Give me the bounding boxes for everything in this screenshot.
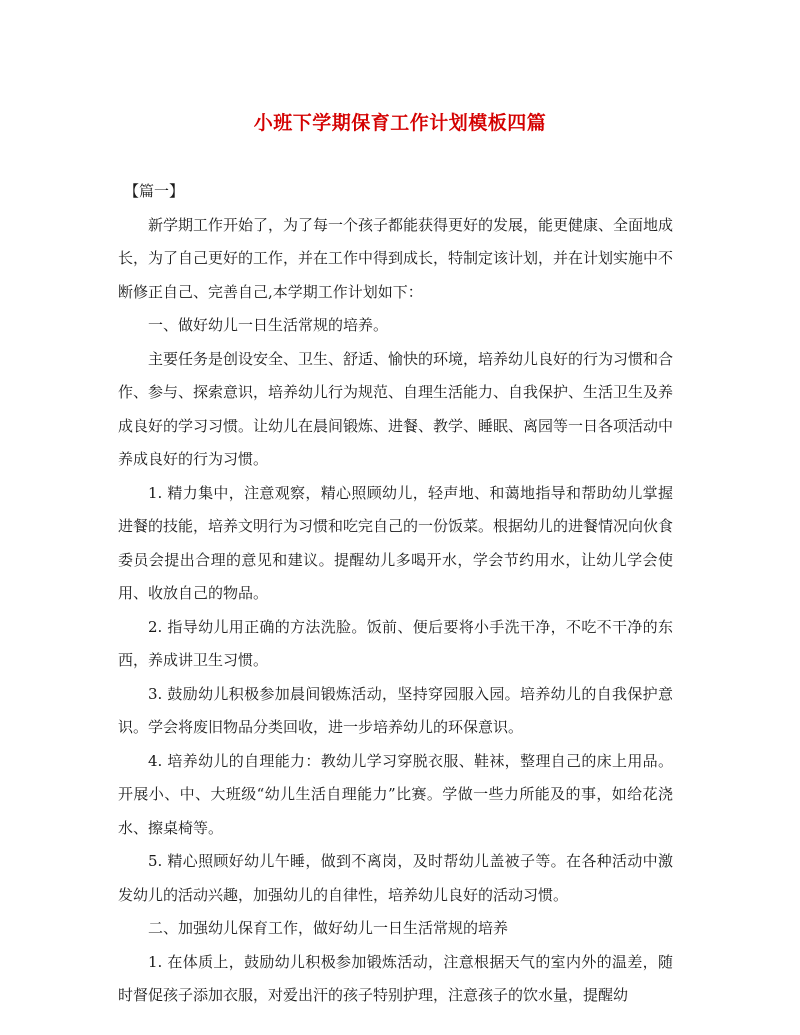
paragraph-item-2-1: 1. 在体质上，鼓励幼儿积极参加锻炼活动，注意根据天气的室内外的温差，随时督促孩子添加衣服，对爱出汗的孩子特别护理，注意孩子的饮水量，提醒幼 — [118, 952, 673, 1004]
paragraph-item-1: 1. 精力集中，注意观察，精心照顾幼儿，轻声地、和蔼地指导和帮助幼儿掌握进餐的技能，培养文明行为习惯和吃完自己的一份饭菜。根据幼儿的进餐情况向伙食委员会提出合理的意见和建议。提醒幼儿多喝开水，学会节约用水，让幼儿学会使用、收放自己的物品。 — [118, 483, 674, 602]
paragraph-heading-1: 一、做好幼儿一日生活常规的培养。 — [148, 316, 389, 334]
paragraph-item-3: 3. 鼓励幼儿积极参加晨间锻炼活动，坚持穿园服入园。培养幼儿的自我保护意识。学会将废旧物品分类回收，进一步培养幼儿的环保意识。 — [118, 684, 673, 736]
paragraph-intro: 新学期工作开始了，为了每一个孩子都能获得更好的发展，能更健康、全面地成长，为了自己更好的工作，并在工作中得到成长，特制定该计划，并在计划实施中不断修正自己、完善自己,本学期工作计划如下： — [118, 215, 674, 301]
paragraph-item-4: 4. 培养幼儿的自理能力：教幼儿学习穿脱衣服、鞋袜，整理自己的床上用品。开展小、中、大班级“幼儿生活自理能力”比赛。学做一些力所能及的事，如给花浇水、擦桌椅等。 — [118, 751, 673, 837]
paragraph-heading-2: 二、加强幼儿保育工作，做好幼儿一日生活常规的培养 — [148, 919, 509, 937]
paragraph-task: 主要任务是创设安全、卫生、舒适、愉快的环境，培养幼儿良好的行为习惯和合作、参与、探索意识，培养幼儿行为规范、自理生活能力、自我保护、生活卫生及养成良好的学习习惯。让幼儿在晨间锻炼、进餐、教学、睡眠、离园等一日各项活动中养成良好的行为习惯。 — [118, 349, 674, 468]
paragraph-item-5: 5. 精心照顾好幼儿午睡，做到不离岗，及时帮幼儿盖被子等。在各种活动中激发幼儿的活动兴趣，加强幼儿的自律性，培养幼儿良好的活动习惯。 — [118, 852, 673, 904]
document-title: 小班下学期保育工作计划模板四篇 — [253, 112, 547, 134]
document-body — [118, 175, 673, 1013]
paragraph-item-2: 2. 指导幼儿用正确的方法洗脸。饭前、便后要将小手洗干净，不吃不干净的东西，养成讲卫生习惯。 — [118, 617, 673, 669]
section-heading: 【篇一】 — [124, 182, 185, 200]
